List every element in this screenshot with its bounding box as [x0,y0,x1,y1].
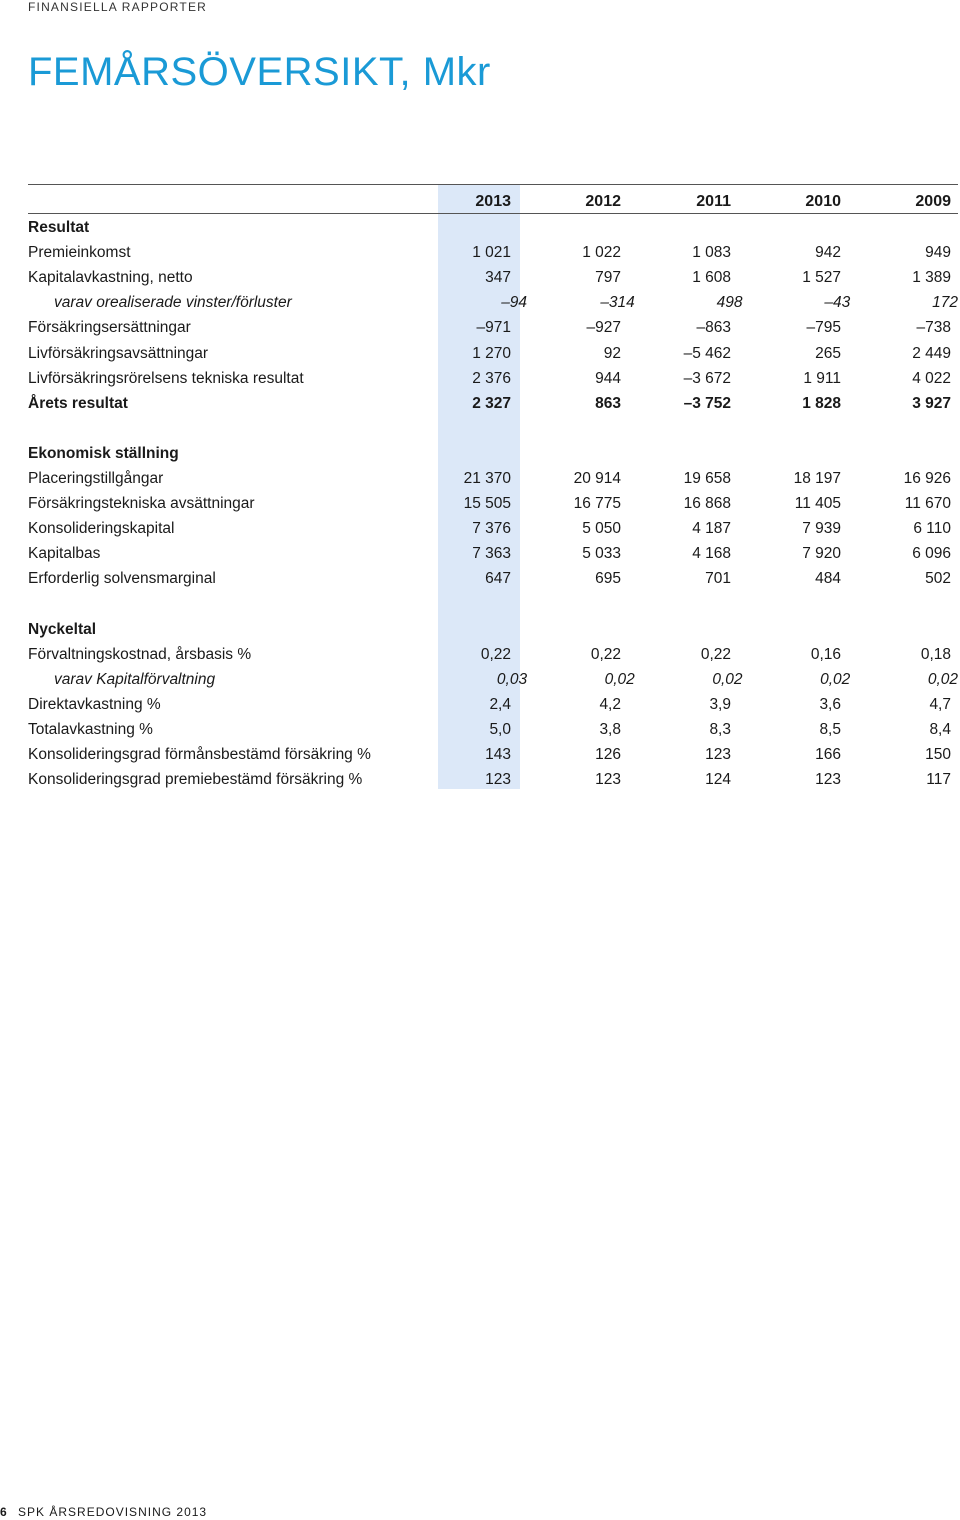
year-header: 2012 [585,193,621,210]
five-year-table [28,184,958,791]
table-cell: 647 [485,570,511,588]
row-label: Premieinkomst [28,244,131,262]
table-cell: –94 [501,294,528,312]
table-cell: 123 [815,771,841,789]
table-row [28,264,958,289]
table-cell: 0,16 [810,645,841,663]
table-cell: 123 [595,771,621,789]
table-cell: 0,03 [496,670,528,688]
table-row [28,365,958,390]
table-cell: 484 [815,570,841,588]
table-cell: 20 914 [573,470,621,488]
table-cell: 2,4 [489,695,511,713]
table-cell: 1 021 [472,244,511,262]
row-label: Konsolideringsgrad förmånsbestämd försäkring % [28,746,371,764]
table-cell: 166 [815,746,841,764]
table-cell: 16 926 [903,470,951,488]
table-cell: 949 [925,244,951,262]
table-cell: 1 527 [802,269,841,287]
table-cell: 498 [716,294,743,312]
row-label: Årets resultat [28,394,128,412]
table-cell: 92 [603,344,621,362]
section-label: FINANSIELLA RAPPORTER [28,0,208,14]
section-title-label: Resultat [28,219,90,237]
table-cell: 18 197 [793,470,841,488]
row-label: Kapitalbas [28,545,101,563]
table-cell: 16 868 [683,495,731,513]
table-row [28,289,958,314]
page-title: FEMÅRSÖVERSIKT, Mkr [28,50,491,94]
table-cell: 797 [595,269,621,287]
table-cell: 2 327 [472,394,511,412]
table-cell: 3,6 [819,695,841,713]
table-cell: 8,5 [819,720,841,738]
year-header: 2011 [696,193,731,210]
row-label: Livförsäkringsrörelsens tekniska resultat [28,369,304,387]
section-title [28,214,958,239]
table-cell: 942 [815,244,841,262]
table-cell: 502 [925,570,951,588]
table-row [28,339,958,364]
row-label: Förvaltningskostnad, årsbasis % [28,645,252,663]
table-cell: 0,02 [604,670,635,688]
table-cell: 695 [595,570,621,588]
publication-name: SPK ÅRSREDOVISNING 2013 [18,1505,208,1519]
row-label: Livförsäkringsavsättningar [28,344,209,362]
table-cell: 1 389 [912,269,951,287]
table-cell: 4 187 [692,520,731,538]
table-cell: 265 [815,344,841,362]
year-header: 2010 [805,193,841,210]
table-cell: 4,2 [599,695,621,713]
row-label: Kapitalavkastning, netto [28,269,193,287]
table-row [28,766,958,791]
table-cell: 863 [595,394,621,412]
table-cell: 21 370 [463,470,511,488]
table-row [28,390,958,415]
table-cell: 124 [705,771,731,789]
year-header: 2009 [915,193,951,210]
table-body [28,214,958,791]
table-cell: –3 752 [683,394,731,412]
table-cell: –863 [696,319,731,337]
table-cell: 143 [485,746,511,764]
table-cell: –738 [916,319,951,337]
table-cell: 7 363 [472,545,511,563]
table-cell: 0,02 [927,670,958,688]
row-label: Erforderlig solvensmarginal [28,570,216,588]
table-cell: 15 505 [463,495,511,513]
table-row [28,465,958,490]
table-cell: 347 [485,269,511,287]
table-row [28,741,958,766]
row-label: varav orealiserade vinster/förluster [54,294,292,312]
table-row [28,540,958,565]
section-title-label: Nyckeltal [28,620,97,638]
table-cell: 4 022 [912,369,951,387]
table-cell: 5 050 [582,520,621,538]
table-cell: 11 670 [904,495,951,513]
table-cell: 1 022 [582,244,621,262]
table-cell: 0,18 [920,645,951,663]
table-cell: 6 096 [912,545,951,563]
table-cell: 5 033 [582,545,621,563]
table-cell: 123 [705,746,731,764]
page-footer [0,1505,207,1519]
table-cell: 3 927 [912,394,951,412]
table-cell: 7 376 [472,520,511,538]
row-label: Direktavkastning % [28,695,161,713]
table-cell: 7 920 [802,545,841,563]
table-cell: 150 [925,746,951,764]
section-title [28,616,958,641]
table-cell: 19 658 [683,470,731,488]
table-cell: 0,02 [712,670,743,688]
table-cell: 8,3 [709,720,731,738]
table-row [28,666,958,691]
table-cell: 2 376 [472,369,511,387]
table-cell: 172 [932,294,958,312]
row-label: Totalavkastning % [28,720,153,738]
row-label: Konsolideringsgrad premiebestämd försäkring % [28,771,363,789]
row-label: varav Kapitalförvaltning [54,670,216,688]
table-cell: 4 168 [692,545,731,563]
table-row [28,641,958,666]
year-header: 2013 [475,193,511,210]
table-row [28,716,958,741]
table-cell: 1 608 [692,269,731,287]
table-cell: 0,22 [590,645,621,663]
table-cell: –795 [806,319,841,337]
table-cell: 0,22 [480,645,511,663]
table-cell: 3,8 [599,720,621,738]
row-label: Försäkringsersättningar [28,319,191,337]
table-cell: 117 [926,771,951,789]
table-cell: 3,9 [709,695,731,713]
row-label: Försäkringstekniska avsättningar [28,495,255,513]
table-cell: 1 911 [803,369,841,387]
table-cell: 0,02 [820,670,851,688]
table-cell: 1 828 [802,394,841,412]
table-row [28,565,958,590]
table-row [28,314,958,339]
section-title-label: Ekonomisk ställning [28,444,179,462]
table-cell: 5,0 [489,720,511,738]
table-cell: 126 [595,746,621,764]
table-cell: 123 [485,771,511,789]
table-cell: –927 [586,319,621,337]
table-cell: 7 939 [802,520,841,538]
table-header-row [28,185,958,214]
row-label: Konsolideringskapital [28,520,175,538]
table-row [28,515,958,540]
table-cell: 0,22 [700,645,731,663]
table-cell: –5 462 [683,344,731,362]
table-cell: –3 672 [683,369,731,387]
table-cell: 2 449 [912,344,951,362]
section-title [28,440,958,465]
table-row [28,239,958,264]
table-cell: 1 270 [472,344,511,362]
table-row [28,691,958,716]
page-number: 6 [0,1505,8,1519]
table-cell: 8,4 [929,720,951,738]
table-cell: 944 [595,369,621,387]
table-cell: 4,7 [929,695,951,713]
table-cell: 6 110 [913,520,951,538]
table-cell: –43 [824,294,851,312]
table-cell: 11 405 [794,495,841,513]
table-cell: 1 083 [692,244,731,262]
table-cell: 701 [705,570,731,588]
table-cell: –314 [600,294,635,312]
table-cell: –971 [476,319,511,337]
table-cell: 16 775 [573,495,621,513]
table-row [28,490,958,515]
row-label: Placeringstillgångar [28,470,164,488]
